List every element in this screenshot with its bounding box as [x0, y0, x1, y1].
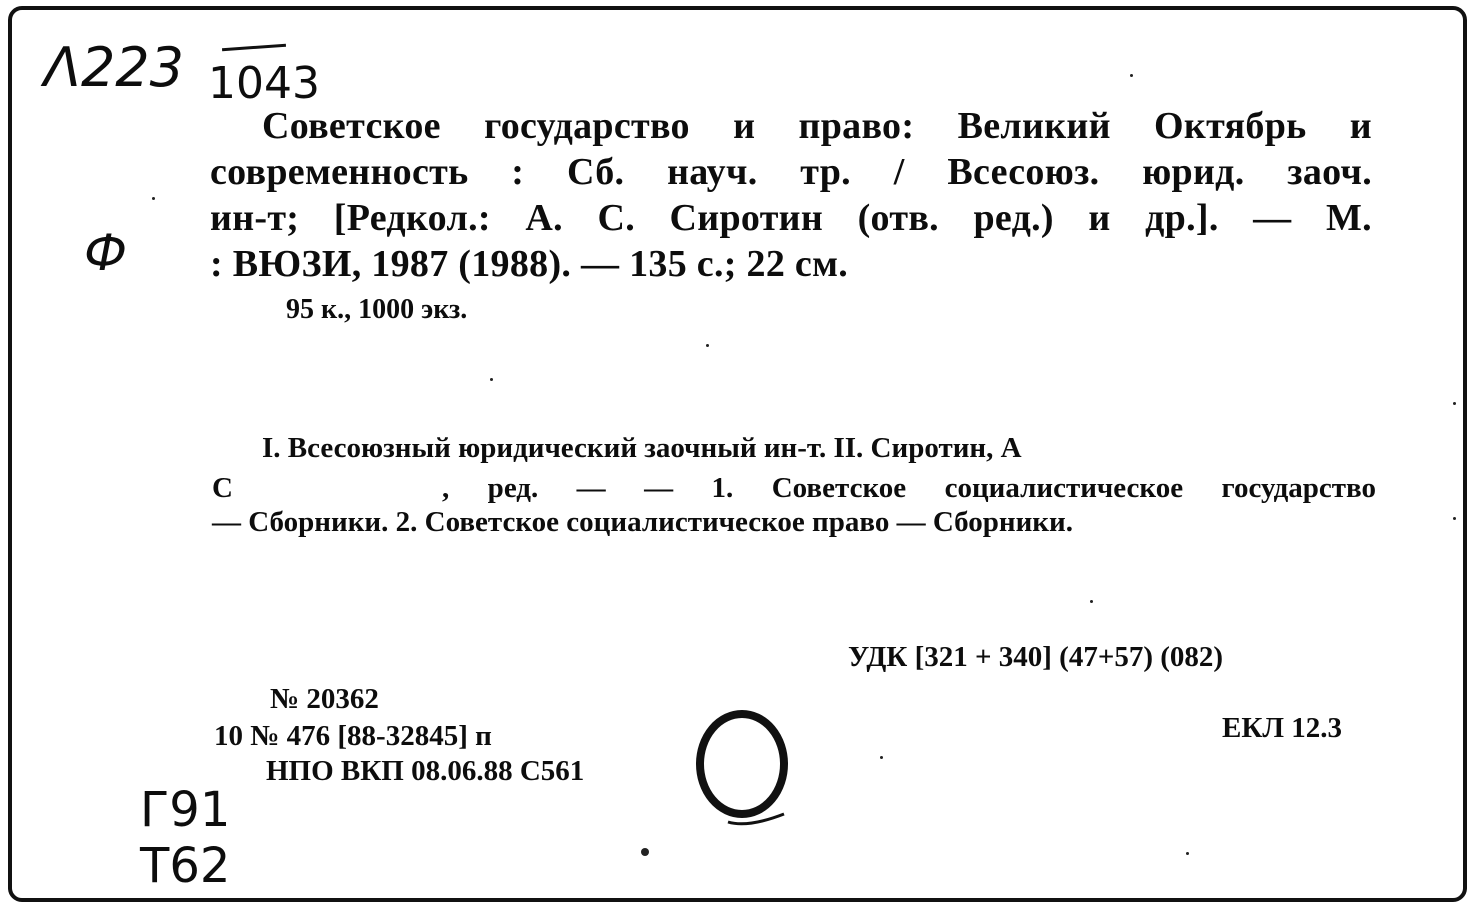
subjects-line-1: I. Всесоюзный юридический заочный ин-т. II. Сиротин, А — [262, 432, 1022, 464]
entry-line-1: Советское государство и право: Великий Октябрь и — [262, 105, 1372, 147]
handwritten-shelf-mark: Λ223 — [44, 36, 185, 99]
scan-speck — [706, 344, 709, 347]
scan-speck — [490, 378, 493, 381]
handwritten-side-mark: Ф — [84, 224, 128, 282]
entry-line-2: современность : Сб. науч. тр. / Всесоюз. юрид. заоч. — [210, 151, 1372, 193]
handwritten-bottom-mark-1: Г91 — [140, 782, 231, 838]
scan-speck — [641, 848, 649, 856]
handwritten-bottom-mark-2: Т62 — [140, 838, 231, 894]
price-and-print-run: 95 к., 1000 экз. — [286, 294, 468, 325]
subjects-line-2-right: , ред. — — 1. Советское социалистическое государство — [442, 472, 1376, 504]
stamp-circle — [688, 704, 798, 830]
printer-line: НПО ВКП 08.06.88 С561 — [266, 755, 585, 787]
scan-speck — [880, 756, 883, 759]
order-number: 10 № 476 [88-32845] п — [214, 720, 492, 752]
registry-number: № 20362 — [270, 683, 379, 715]
ekl-code: ЕКЛ 12.3 — [1222, 712, 1342, 744]
scan-speck — [1453, 517, 1456, 520]
scan-speck — [1453, 402, 1456, 405]
handwritten-shelf-mark-fraction: 1043 — [208, 58, 320, 109]
subjects-line-2-left: С — [212, 472, 233, 504]
subjects-line-3: — Сборники. 2. Советское социалистическое право — Сборники. — [212, 506, 1073, 538]
entry-line-4: : ВЮЗИ, 1987 (1988). — 135 с.; 22 см. — [210, 243, 849, 285]
entry-line-3: ин-т; [Редкол.: А. С. Сиротин (отв. ред.) и др.]. — М. — [210, 197, 1372, 239]
scan-speck — [1090, 600, 1093, 603]
udk-code: УДК [321 + 340] (47+57) (082) — [848, 641, 1224, 673]
scan-speck — [152, 197, 155, 200]
scan-speck — [1130, 74, 1133, 77]
scan-speck — [1186, 852, 1189, 855]
